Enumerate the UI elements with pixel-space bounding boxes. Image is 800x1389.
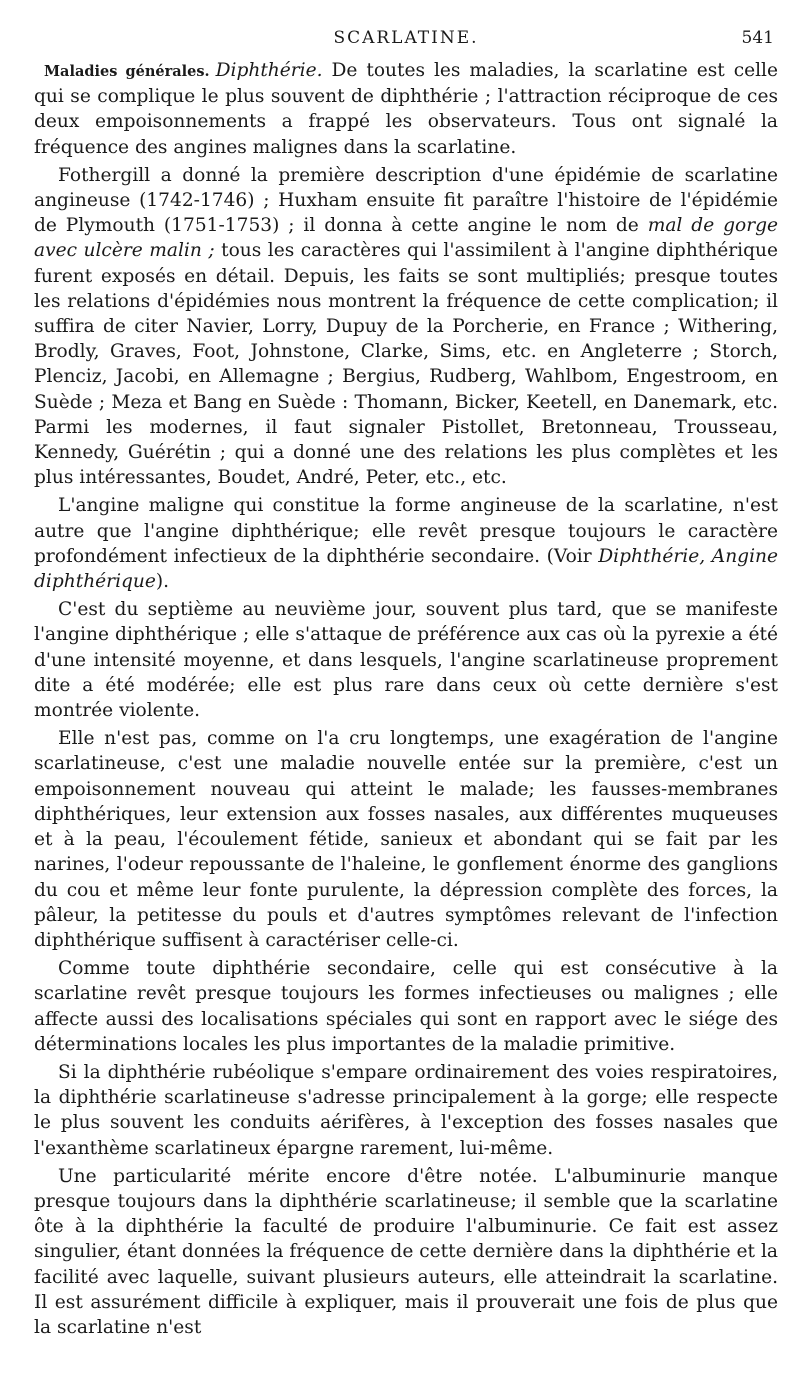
paragraph-text: Fothergill a donné la première description d'une épidémie de scarlatine angineuse (1742-1746) ; Huxham ensuite fit paraître l'histoire de l'épidémie de Plymouth (1751-1753) ; il donna à cette angine le nom de [34, 164, 778, 237]
paragraph-text: De toutes les maladies, la scarlatine est celle qui se complique le plus souvent de diphthérie ; l'attraction réciproque de ces deux empoisonnements a frappé les observateurs. Tous ont signalé la fréquence des angines malignes dans la scarlatine. [34, 60, 779, 158]
book-page [34, 24, 778, 1343]
italic-phrase: mal de gorge avec ulcère malin ; [34, 215, 778, 262]
running-header [34, 24, 778, 58]
running-title: SCARLATINE. [333, 28, 479, 48]
paragraph-text: L'angine maligne qui constitue la forme angineuse de la scarlatine, n'est autre que l'angine diphthérique; elle revêt presque toujours le caractère profondément infectieux de la diphthérie secondaire. (Voir [34, 495, 778, 567]
paragraph-history [34, 163, 778, 491]
cross-reference: Diphthérie, Angine diphthérique [34, 545, 779, 593]
paragraph-diphtherie-intro [34, 58, 778, 160]
paragraph-onset [34, 597, 778, 723]
paragraph-lead-term: Diphthérie. [215, 60, 323, 81]
paragraph-albuminurie [34, 1164, 778, 1340]
paragraph-text: Une particularité mérite encore d'être notée. L'albuminurie manque presque toujours dans la diphthérie scarlatineuse; il semble que la scarlatine ôte à la diphthérie la faculté de produire l'albuminurie. Ce fait est assez singulier, étant données la fréquence de cette dernière dans la diphthérie et la facilité avec laquelle, suivant plusieurs auteurs, elle atteindrait la scarlatine. Il est assurément difficile à expliquer, mais il prouverait une fois de plus que la scarlatine n'est [34, 1165, 778, 1338]
paragraph-text: Comme toute diphthérie secondaire, celle qui est consécutive à la scarlatine revêt presque toujours les formes infectieuses ou malignes ; elle affecte aussi des localisations spéciales qui sont en rapport avec le siége des déterminations locales les plus importantes de la maladie primitive. [34, 958, 778, 1055]
paragraph-text: ). [155, 571, 170, 593]
paragraph-angine-maligne [34, 493, 778, 594]
paragraph-text: C'est du septième au neuvième jour, souvent plus tard, que se manifeste l'angine diphthérique ; elle s'attaque de préférence aux cas où la pyrexie a été d'une intensité moyenne, et dans lesquels, l'angine scarlatineuse proprement dite a été modérée; elle est plus rare dans ceux où cette dernière s'est montrée violente. [34, 599, 778, 722]
paragraph-text: tous les caractères qui l'assimilent à l'angine diphthérique furent exposés en détail. Depuis, les faits se sont multipliés; presque toutes les relations d'épidémies nous montrent la fréquence de cette complication; il suffira de citer Navier, Lorry, Dupuy de la Porcherie, en France ; Withering, Brodly, Graves, Foot, Johnstone, Clarke, Sims, etc. en Angleterre ; Storch, Plenciz, Jacobi, en Allemagne ; Bergius, Rudberg, Wahlbom, Engestroom, en Suède ; Meza et Bang en Suède : Thomann, Bicker, Keetell, en Danemark, etc. Parmi les modernes, il faut signaler Pistollet, Bretonneau, Trousseau, Kennedy, Guérétin ; qui a donné une des relations les plus complètes et les plus intéressantes, Boudet, André, Peter, etc., etc. [34, 240, 778, 489]
paragraph-text: Elle n'est pas, comme on l'a cru longtemps, une exagération de l'angine scarlatineuse, c'est une maladie nouvelle entée sur la première, c'est un empoisonnement nouveau qui atteint le malade; les fausses-membranes diphthériques, leur extension aux fosses nasales, aux différentes muqueuses et à la peau, l'écoulement fétide, sanieux et abondant qui se fait par les narines, l'odeur repoussante de l'haleine, le gonflement énorme des ganglions du cou et même leur fonte purulente, la dépression complète des forces, la pâleur, la petitesse du pouls et d'autres symptômes relevant de l'infection diphthérique suffisent à caractériser celle-ci. [34, 728, 778, 951]
page-number: 541 [741, 28, 774, 48]
paragraph-localisation [34, 1060, 778, 1161]
paragraph-text: Si la diphthérie rubéolique s'empare ordinairement des voies respiratoires, la diphthérie scarlatineuse s'adresse principalement à la gorge; elle respecte le plus souvent les conduits aérifères, à l'exception des fosses nasales que l'exanthème scarlatineux épargne rarement, lui-même. [34, 1061, 778, 1159]
paragraph-secondary-diphtherie [34, 956, 778, 1057]
body-text [34, 58, 778, 1340]
section-side-label: Maladies générales. [44, 63, 210, 80]
paragraph-symptoms [34, 726, 778, 953]
